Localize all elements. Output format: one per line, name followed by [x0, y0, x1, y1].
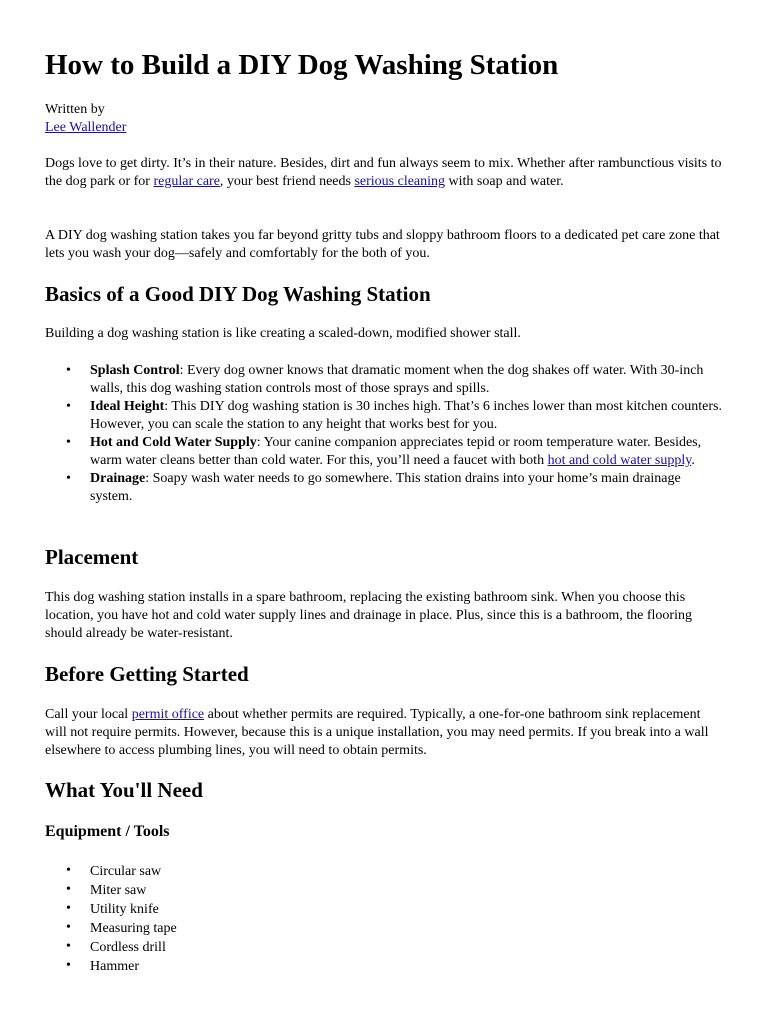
bullet-icon: • — [66, 863, 71, 878]
intro-paragraph-2: A DIY dog washing station takes you far beyond gritty tubs and sloppy bathroom floors to a dedicated pet care zone that lets you wash your dog—safely and comfortably for the both of you. — [45, 228, 720, 261]
tool-item — [45, 900, 725, 919]
before-paragraph — [45, 706, 725, 760]
tool-name: Utility knife — [90, 902, 159, 917]
tool-name: Cordless drill — [90, 940, 166, 955]
list-item-text: : Soapy wash water needs to go somewhere. This station drains into your home’s main drainage system. — [90, 471, 681, 504]
list-item-title: Hot and Cold Water Supply — [90, 435, 257, 450]
tool-name: Measuring tape — [90, 921, 177, 936]
heading-placement: Placement — [45, 545, 139, 569]
author-link[interactable]: Lee Wallender — [45, 120, 127, 135]
before-text-2: about whether permits are required. Typically, a one-for-one bathroom sink replacement will not require permits. However, because this is a unique installation, you may need permits. If you break into a wall elsewhere to access plumbing lines, you will need to obtain permits. — [45, 707, 709, 758]
heading-what-youll-need: What You'll Need — [45, 778, 203, 802]
tools-list — [45, 862, 725, 976]
tool-item — [45, 957, 725, 976]
list-item-text: : This DIY dog washing station is 30 inches high. That’s 6 inches lower than most kitchen counters. However, you can scale the station to any height that works best for you. — [90, 399, 723, 432]
bullet-icon: • — [66, 958, 71, 973]
bullet-icon: • — [66, 471, 71, 486]
list-item-title: Splash Control — [90, 363, 180, 378]
byline-label: Written by — [45, 102, 105, 117]
list-item-water-supply — [45, 434, 725, 470]
tool-name: Miter saw — [90, 883, 147, 898]
list-item-text: : Your canine companion appreciates tepid or room temperature water. Besides, warm water cleans better than cold water. For this, you’ll need a faucet with both — [90, 435, 702, 468]
basics-list — [45, 362, 725, 506]
bullet-icon: • — [66, 435, 71, 450]
intro-text-3: with soap and water. — [445, 174, 564, 189]
subheading-equipment-tools: Equipment / Tools — [45, 823, 170, 840]
bullet-icon: • — [66, 901, 71, 916]
list-item-drainage — [45, 470, 725, 506]
before-text-1: Call your local — [45, 707, 132, 722]
bullet-icon: • — [66, 882, 71, 897]
placement-paragraph: This dog washing station installs in a spare bathroom, replacing the existing bathroom sink. When you choose this location, you have hot and cold water supply lines and drainage in place. Plus, since this is a bathroom, the flooring should already be water-resistant. — [45, 590, 692, 641]
list-item-title: Drainage — [90, 471, 146, 486]
serious-cleaning-link[interactable]: serious cleaning — [354, 174, 446, 189]
bullet-icon: • — [66, 363, 71, 378]
tool-item — [45, 881, 725, 900]
intro-text-1: Dogs love to get dirty. It’s in their nature. Besides, dirt and fun always seem to mix. Whether after rambunctious visits to the dog park or for — [45, 156, 722, 189]
tool-name: Circular saw — [90, 864, 162, 879]
byline — [45, 101, 126, 137]
page-title: How to Build a DIY Dog Washing Station — [45, 49, 559, 81]
bullet-icon: • — [66, 920, 71, 935]
regular-care-link[interactable]: regular care — [153, 174, 220, 189]
basics-paragraph: Building a dog washing station is like creating a scaled-down, modified shower stall. — [45, 326, 521, 341]
tool-name: Hammer — [90, 959, 139, 974]
tool-item — [45, 938, 725, 957]
tool-item — [45, 919, 725, 938]
hot-cold-water-supply-link[interactable]: hot and cold water supply — [547, 453, 692, 468]
heading-before-getting-started: Before Getting Started — [45, 662, 249, 686]
heading-basics: Basics of a Good DIY Dog Washing Station — [45, 282, 431, 306]
list-item-ideal-height — [45, 398, 725, 434]
permit-office-link[interactable]: permit office — [131, 707, 205, 722]
list-item-end: . — [691, 453, 695, 468]
intro-paragraph-1 — [45, 155, 725, 191]
list-item-title: Ideal Height — [90, 399, 165, 414]
bullet-icon: • — [66, 939, 71, 954]
list-item-text: : Every dog owner knows that dramatic moment when the dog shakes off water. With 30-inch walls, this dog washing station controls most of those sprays and spills. — [90, 363, 704, 396]
bullet-icon: • — [66, 399, 71, 414]
intro-text-2: , your best friend needs — [219, 174, 355, 189]
list-item-splash-control — [45, 362, 725, 398]
tool-item — [45, 862, 725, 881]
